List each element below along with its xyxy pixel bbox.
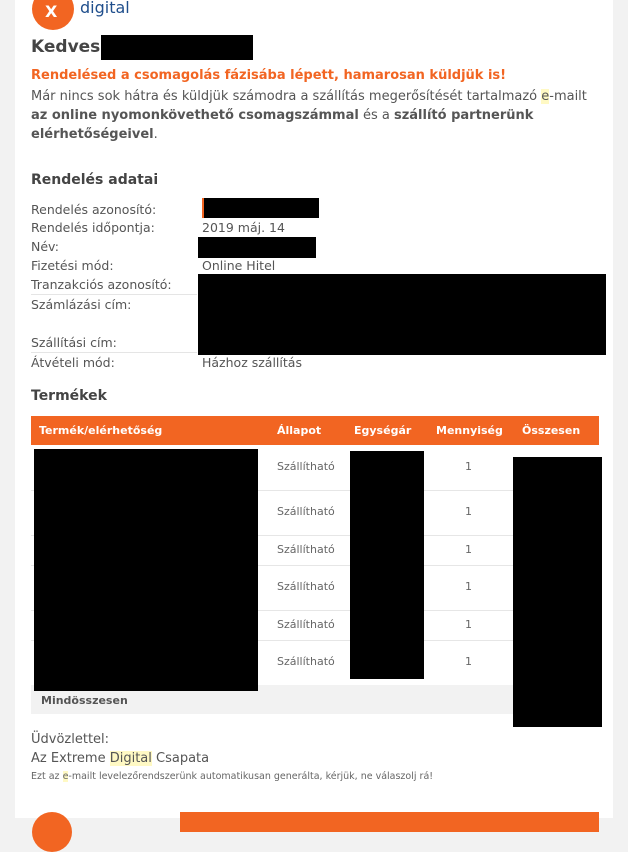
para-bold1: az online nyomonkövethető csomagszámmal: [31, 108, 359, 123]
transaction-label: Tranzakciós azonosító:: [31, 277, 172, 292]
footer-bar: [180, 812, 599, 832]
products-section-title: Termékek: [31, 388, 107, 404]
redacted-products: [34, 449, 258, 691]
greeting: Kedves: [31, 37, 101, 57]
logo-text: digital: [80, 0, 130, 17]
redacted-order-id: [202, 198, 319, 218]
para-e-letter: e: [541, 89, 550, 104]
row-status: Szállítható: [277, 543, 335, 556]
divider: [31, 352, 197, 353]
pickup-value: Házhoz szállítás: [202, 355, 302, 370]
col-status: Állapot: [277, 424, 322, 437]
row-status: Szállítható: [277, 655, 335, 668]
row-status: Szállítható: [277, 580, 335, 593]
row-status: Szállítható: [277, 505, 335, 518]
name-label: Név:: [31, 239, 59, 254]
intro-paragraph: [31, 87, 601, 144]
auto-generated-note: [31, 771, 433, 782]
order-date-value: 2019 máj. 14: [202, 220, 285, 235]
signoff-team: [31, 751, 209, 766]
grand-total-label: Mindösszesen: [41, 694, 128, 707]
col-unit-price: Egységár: [354, 424, 412, 437]
signoff-pre: Az Extreme: [31, 751, 110, 766]
row-quantity: 1: [465, 460, 472, 473]
order-section-title: Rendelés adatai: [31, 172, 159, 188]
billing-label: Számlázási cím:: [31, 297, 132, 312]
order-id-label: Rendelés azonosító:: [31, 202, 157, 217]
row-quantity: 1: [465, 580, 472, 593]
para-part3: és a: [358, 108, 394, 123]
note-post: -mailt levelezőrendszerünk automatikusan generálta, kérjük, ne válaszolj rá!: [68, 771, 434, 782]
redaction-edge: [202, 198, 204, 218]
para-bold2: szállító partnerünk elérhetőségeivel: [31, 108, 534, 142]
note-e-letter: e: [62, 771, 69, 782]
divider: [31, 294, 197, 295]
row-quantity: 1: [465, 655, 472, 668]
logo-letter: X: [45, 2, 58, 21]
para-part4: .: [153, 127, 158, 142]
redacted-address-block: [198, 274, 606, 355]
col-total: Összesen: [522, 424, 581, 437]
signoff-highlight: Digital: [109, 751, 152, 766]
order-date-label: Rendelés időpontja:: [31, 220, 155, 235]
pickup-label: Átvételi mód:: [31, 355, 115, 370]
signoff-greeting: Üdvözlettel:: [31, 732, 110, 747]
shipping-label: Szállítási cím:: [31, 335, 117, 350]
payment-value: Online Hitel: [202, 258, 276, 273]
note-pre: Ezt az: [31, 771, 63, 782]
redacted-unit-prices: [350, 451, 424, 679]
redacted-customer-name: [198, 237, 316, 258]
para-part2: -mailt: [549, 89, 587, 104]
row-status: Szállítható: [277, 460, 335, 473]
row-quantity: 1: [465, 618, 472, 631]
col-product: Termék/elérhetőség: [39, 424, 163, 437]
footer-logo-circle: [32, 812, 72, 852]
products-table-header: [31, 416, 599, 445]
row-quantity: 1: [465, 543, 472, 556]
row-status: Szállítható: [277, 618, 335, 631]
row-quantity: 1: [465, 505, 472, 518]
payment-label: Fizetési mód:: [31, 258, 114, 273]
para-part1: Már nincs sok hátra és küldjük számodra a szállítás megerősítését tartalmazó: [31, 89, 542, 104]
col-quantity: Mennyiség: [436, 424, 503, 437]
status-headline: Rendelésed a csomagolás fázisába lépett, hamarosan küldjük is!: [31, 68, 507, 83]
redacted-name: [101, 35, 253, 60]
signoff-post: Csapata: [151, 751, 210, 766]
redacted-totals: [513, 457, 602, 727]
